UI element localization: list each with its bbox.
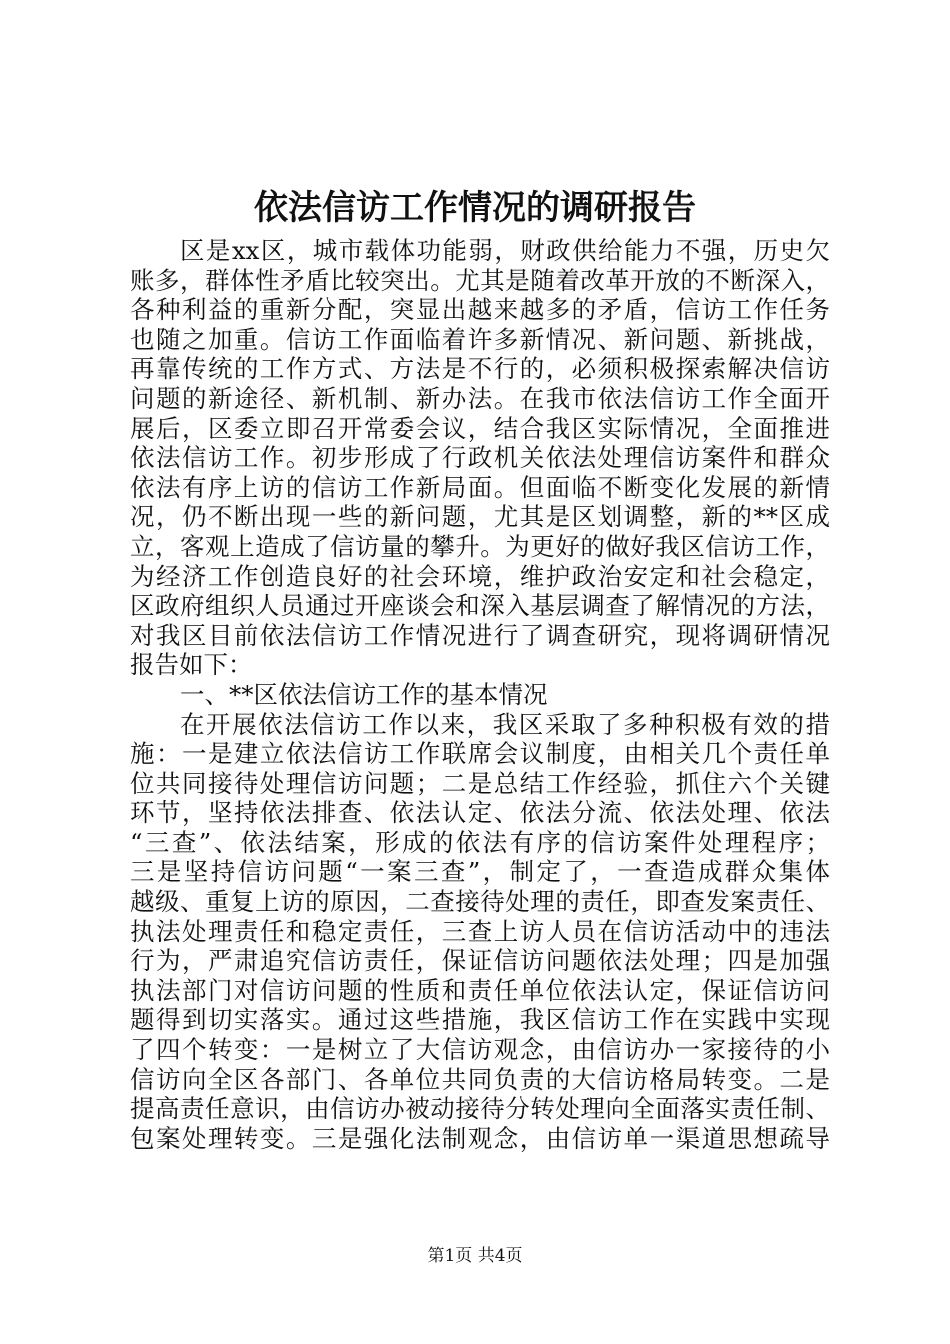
paragraph-line: 执法部门对信访问题的性质和责任单位依法认定，保证信访问 <box>130 975 830 1005</box>
paragraph-line: 各种利益的重新分配，突显出越来越多的矛盾，信访工作任务 <box>130 295 830 325</box>
paragraph-line: 账多，群体性矛盾比较突出。尤其是随着改革开放的不断深入， <box>130 265 830 295</box>
paragraph-line: 包案处理转变。三是强化法制观念，由信访单一渠道思想疏导 <box>130 1123 830 1153</box>
paragraph-line: 依法信访工作。初步形成了行政机关依法处理信访案件和群众 <box>130 443 830 473</box>
paragraph-line: 三是坚持信访问题“一案三查”，制定了，一查造成群众集体 <box>130 857 830 887</box>
paragraph-line: 区是xx区，城市载体功能弱，财政供给能力不强，历史欠 <box>180 236 830 265</box>
document-body <box>130 236 830 1153</box>
paragraph-line: “三查”、依法结案，形成的依法有序的信访案件处理程序； <box>130 827 830 857</box>
paragraph-line: 立，客观上造成了信访量的攀升。为更好的做好我区信访工作， <box>130 531 830 561</box>
paragraph-line: 在开展依法信访工作以来，我区采取了多种积极有效的措 <box>180 709 830 739</box>
document-title: 依法信访工作情况的调研报告 <box>254 188 696 228</box>
section-heading: 一、**区依法信访工作的基本情况 <box>180 679 548 709</box>
paragraph-line: 报告如下： <box>130 650 253 680</box>
paragraph-line: 再靠传统的工作方式、方法是不行的，必须积极探索解决信访 <box>130 354 830 384</box>
paragraph-line: 题得到切实落实。通过这些措施，我区信访工作在实践中实现 <box>130 1005 830 1035</box>
paragraph-line: 了四个转变：一是树立了大信访观念，由信访办一家接待的小 <box>130 1035 830 1065</box>
paragraph-line: 施：一是建立依法信访工作联席会议制度，由相关几个责任单 <box>130 739 830 769</box>
paragraph-line: 依法有序上访的信访工作新局面。但面临不断变化发展的新情 <box>130 472 830 502</box>
paragraph-line: 行为，严肃追究信访责任，保证信访问题依法处理；四是加强 <box>130 946 830 976</box>
paragraph-line: 区政府组织人员通过开座谈会和深入基层调查了解情况的方法， <box>130 591 830 621</box>
paragraph-line: 问题的新途径、新机制、新办法。在我市依法信访工作全面开 <box>130 383 830 413</box>
paragraph-line: 环节，坚持依法排查、依法认定、依法分流、依法处理、依法 <box>130 798 830 828</box>
paragraph-line: 位共同接待处理信访问题；二是总结工作经验，抓住六个关键 <box>130 768 830 798</box>
page-footer: 第1页 共4页 <box>427 1246 523 1266</box>
paragraph-line: 对我区目前依法信访工作情况进行了调查研究，现将调研情况 <box>130 620 830 650</box>
paragraph-line: 也随之加重。信访工作面临着许多新情况、新问题、新挑战， <box>130 324 830 354</box>
paragraph-line: 展后，区委立即召开常委会议，结合我区实际情况，全面推进 <box>130 413 830 443</box>
paragraph-line: 为经济工作创造良好的社会环境，维护政治安定和社会稳定， <box>130 561 830 591</box>
paragraph-line: 提高责任意识，由信访办被动接待分转处理向全面落实责任制、 <box>130 1094 830 1124</box>
paragraph-line: 信访向全区各部门、各单位共同负责的大信访格局转变。二是 <box>130 1064 830 1094</box>
paragraph-line: 执法处理责任和稳定责任，三查上访人员在信访活动中的违法 <box>130 916 830 946</box>
paragraph-line: 况，仍不断出现一些的新问题，尤其是区划调整，新的**区成 <box>130 502 830 532</box>
paragraph-line: 越级、重复上访的原因，二查接待处理的责任，即查发案责任、 <box>130 887 830 917</box>
